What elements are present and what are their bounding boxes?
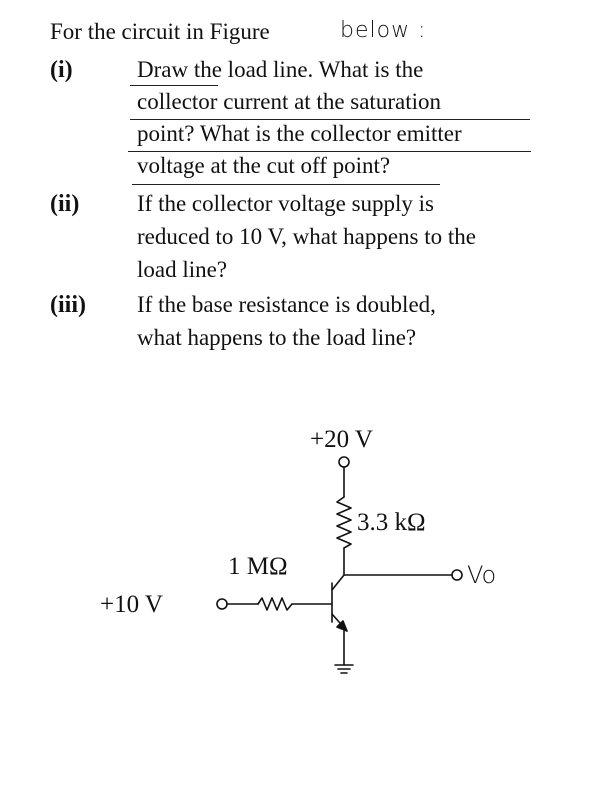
ground-icon <box>335 665 353 673</box>
base-resistor-label: 1 MΩ <box>228 553 288 580</box>
output-label: Vo <box>467 561 497 589</box>
item-1-line-4: voltage at the cut off point? <box>137 153 391 178</box>
collector-resistor-icon <box>337 497 351 548</box>
item-1-line-1: Draw the load line. What is the <box>137 57 424 82</box>
item-1-number: (i) <box>50 57 73 83</box>
item-1-line-3: point? What is the collector emitter <box>137 121 462 146</box>
item-2-number: (ii) <box>50 191 80 217</box>
base-resistor-icon <box>258 598 292 610</box>
base-input-terminal-icon <box>217 599 227 609</box>
output-terminal-icon <box>452 570 462 580</box>
item-1-line-2: collector current at the saturation <box>137 89 441 114</box>
item-2-line-3: load line? <box>137 257 228 282</box>
collector-resistor-label: 3.3 kΩ <box>357 509 426 536</box>
item-3-line-1: If the base resistance is doubled, <box>137 292 436 317</box>
supply-voltage-label: +20 V <box>310 426 373 453</box>
handwritten-below-note: below : <box>340 18 427 43</box>
npn-transistor-icon <box>332 575 347 631</box>
item-2-line-1: If the collector voltage supply is <box>137 191 435 216</box>
question-intro: For the circuit in Figure <box>50 19 270 44</box>
supply-terminal-icon <box>339 457 349 467</box>
item-2-line-2: reduced to 10 V, what happens to the <box>137 224 476 249</box>
base-input-voltage-label: +10 V <box>100 591 163 618</box>
item-3-number: (iii) <box>50 292 86 318</box>
item-3-line-2: what happens to the load line? <box>137 325 417 350</box>
